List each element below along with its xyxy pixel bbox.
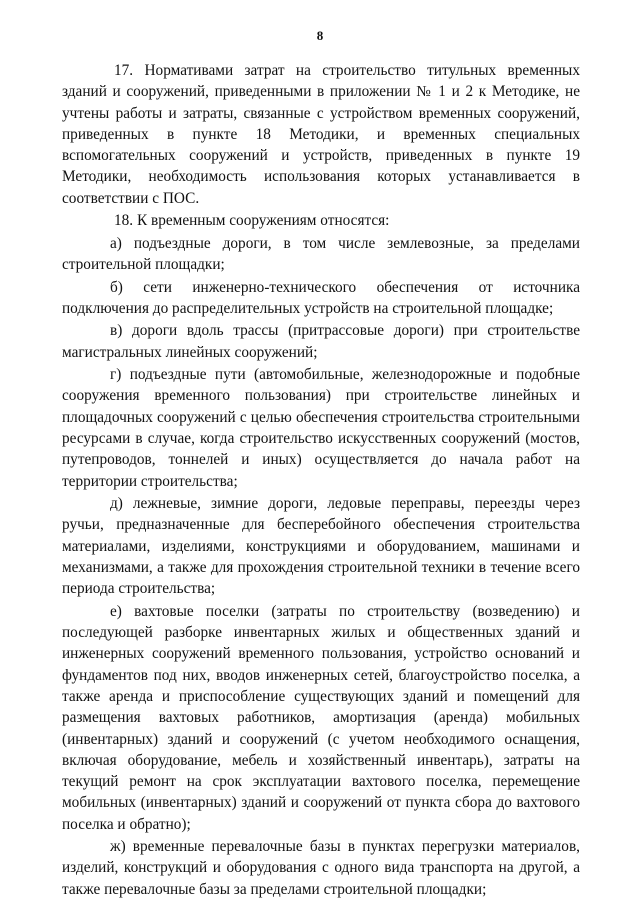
paragraph-17: 17. Нормативами затрат на строительство титульных временных зданий и сооружений, приведенными в приложении № 1 и 2 к Методике, не учтены работы и затраты, связанные с устройством временных сооружений, приведенных в пункте 18 Методики, и временных специальных вспомогательных сооружений и устройств, приведенных в пункте 19 Методики, необходимость использования которых устанавливается в соответствии с ПОС. xyxy=(62,62,580,207)
list-item-zh: ж) временные перевалочные базы в пунктах перегрузки материалов, изделий, конструкций и оборудования с одного вида транспорта на другой, а также перевалочные базы за пределами строительной площадки; xyxy=(62,838,580,898)
list-item-d: д) лежневые, зимние дороги, ледовые переправы, переезды через ручьи, предназначенные для бесперебойного обеспечения строительства материалами, изделиями, конструкциями и оборудованием, машинами и механизмами, а также для прохождения строительной техники в течение всего периода строительства; xyxy=(62,495,580,598)
list-item-v: в) дороги вдоль трассы (притрассовые дороги) при строительстве магистральных линейных сооружений; xyxy=(62,322,580,361)
document-body xyxy=(62,60,580,901)
list-item-a: а) подъездные дороги, в том числе землевозные, за пределами строительной площадки; xyxy=(62,234,580,274)
paragraph-18: 18. К временным сооружениям относятся: xyxy=(114,212,390,230)
list-item-e: е) вахтовые поселки (затраты по строительству (возведению) и последующей разборке инвентарных жилых и общественных зданий и инженерных сооружений временного пользования, устройство оснований и фундаментов под них, вводов инженерных сетей, благоустройство поселка, а также аренда и приспособление существующих зданий и помещений для размещения вахтовых работников, амортизация (аренда) мобильных (инвентарных) зданий и сооружений (с учетом необходимого оснащения, включая оборудование, мебель и хозяйственный инвентарь), затраты на текущий ремонт на срок эксплуатации вахтового поселка, перемещение мобильных (инвентарных) зданий и сооружений от пункта сбора до вахтового поселка и обратно); xyxy=(62,602,580,833)
list-item-b: б) сети инженерно-технического обеспечения от источника подключения до распределительных устройств на строительной площадке; xyxy=(62,278,580,317)
page-number: 8 xyxy=(316,28,324,43)
list-item-g: г) подъездные пути (автомобильные, железнодорожные и подобные сооружения временного пользования) при строительстве линейных и площадочных сооружений с целью обеспечения строительства строительными ресурсами в случае, когда строительство искусственных сооружений (мостов, путепроводов, тоннелей и иных) осуществляется до начала работ на территории строительства; xyxy=(62,366,580,490)
